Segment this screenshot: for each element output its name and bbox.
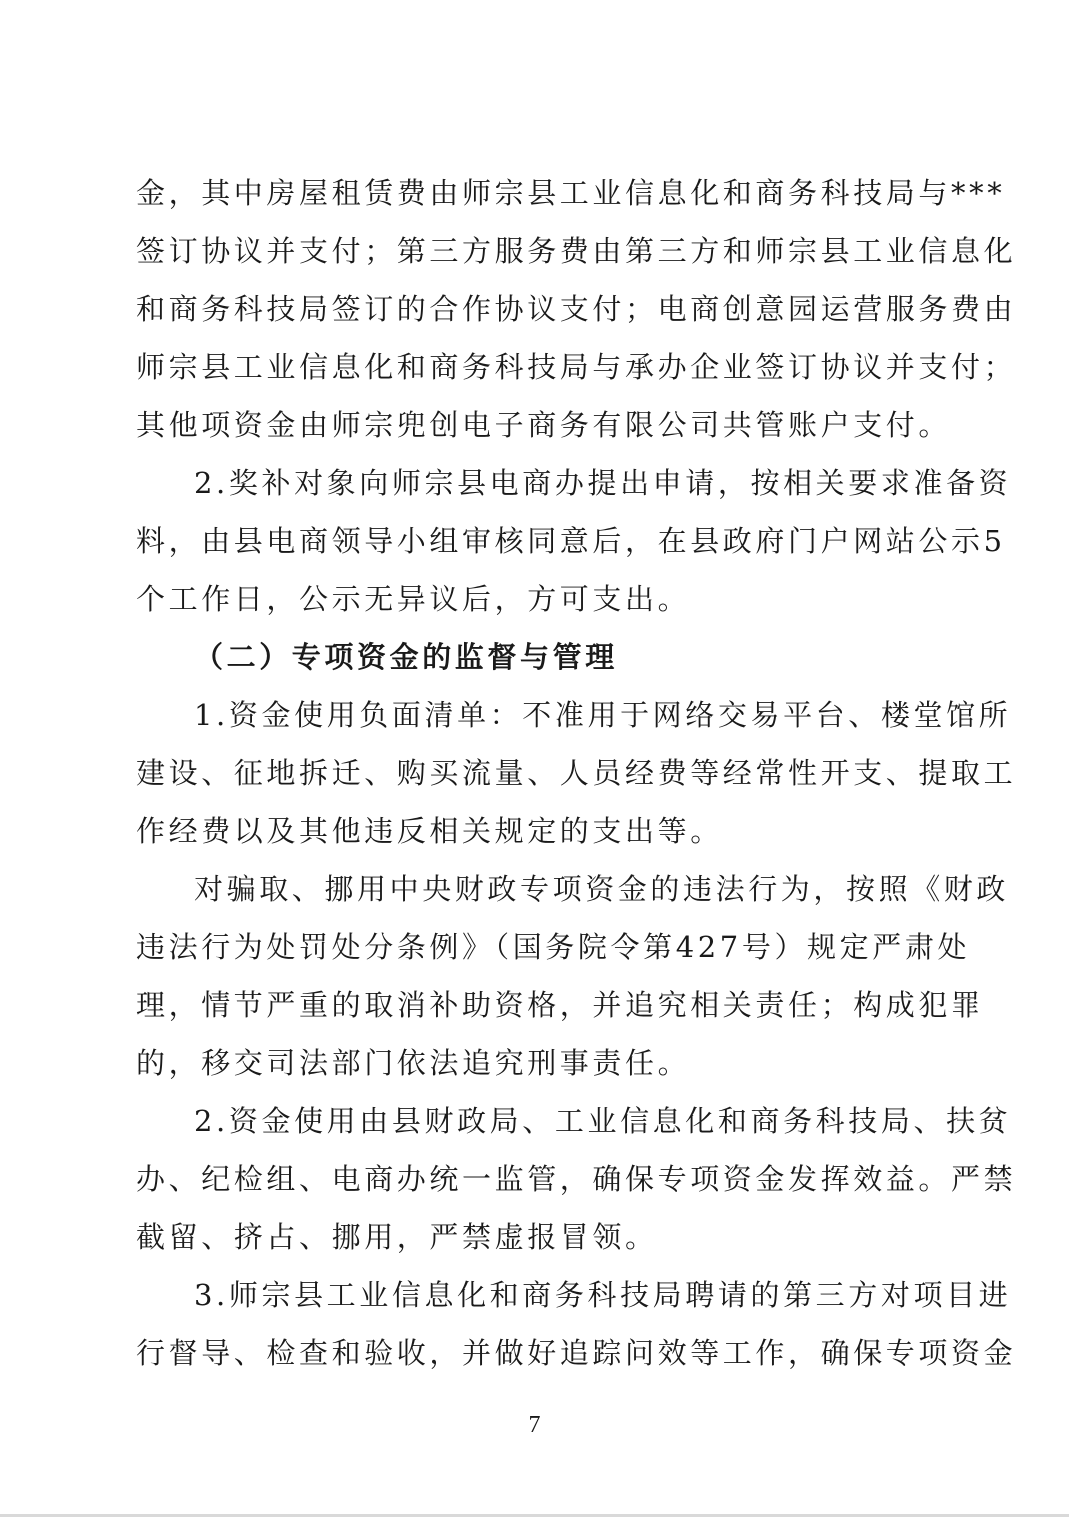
paragraph-line: 办、纪检组、电商办统一监管，确保专项资金发挥效益。严禁 xyxy=(136,1162,1017,1196)
paragraph-line: 截留、挤占、挪用，严禁虚报冒领。 xyxy=(136,1220,658,1254)
page-bottom-divider xyxy=(0,1514,1069,1517)
paragraph-line: 师宗县工业信息化和商务科技局与承办企业签订协议并支付； xyxy=(136,350,1017,384)
paragraph-line: 和商务科技局签订的合作协议支付；电商创意园运营服务费由 xyxy=(136,292,1017,326)
paragraph-line: 2.资金使用由县财政局、工业信息化和商务科技局、扶贫 xyxy=(194,1104,1012,1138)
paragraph-line: 的，移交司法部门依法追究刑事责任。 xyxy=(136,1046,691,1080)
paragraph-line: 签订协议并支付；第三方服务费由第三方和师宗县工业信息化 xyxy=(136,234,1017,268)
paragraph-line: 理，情节严重的取消补助资格，并追究相关责任；构成犯罪 xyxy=(136,988,984,1022)
paragraph-line: 作经费以及其他违反相关规定的支出等。 xyxy=(136,814,723,848)
paragraph-line: 对骗取、挪用中央财政专项资金的违法行为，按照《财政 xyxy=(194,872,1010,906)
paragraph-line: 2.奖补对象向师宗县电商办提出申请，按相关要求准备资 xyxy=(194,466,1012,500)
paragraph-line: 1.资金使用负面清单：不准用于网络交易平台、楼堂馆所 xyxy=(194,698,1012,732)
paragraph-line: 违法行为处罚处分条例》（国务院令第427号）规定严肃处 xyxy=(136,930,971,964)
page-number: 7 xyxy=(528,1412,541,1438)
paragraph-line: 金，其中房屋租赁费由师宗县工业信息化和商务科技局与*** xyxy=(136,176,1006,210)
paragraph-line: 料，由县电商领导小组审核同意后，在县政府门户网站公示5 xyxy=(136,524,1006,558)
section-heading: （二）专项资金的监督与管理 xyxy=(194,640,618,674)
paragraph-line: 个工作日，公示无异议后，方可支出。 xyxy=(136,582,691,616)
paragraph-line: 其他项资金由师宗兜创电子商务有限公司共管账户支付。 xyxy=(136,408,952,442)
paragraph-line: 3.师宗县工业信息化和商务科技局聘请的第三方对项目进 xyxy=(194,1278,1012,1312)
paragraph-line: 建设、征地拆迁、购买流量、人员经费等经常性开支、提取工 xyxy=(136,756,1017,790)
document-body xyxy=(136,164,1017,1382)
paragraph-line: 行督导、检查和验收，并做好追踪问效等工作，确保专项资金 xyxy=(136,1336,1017,1370)
